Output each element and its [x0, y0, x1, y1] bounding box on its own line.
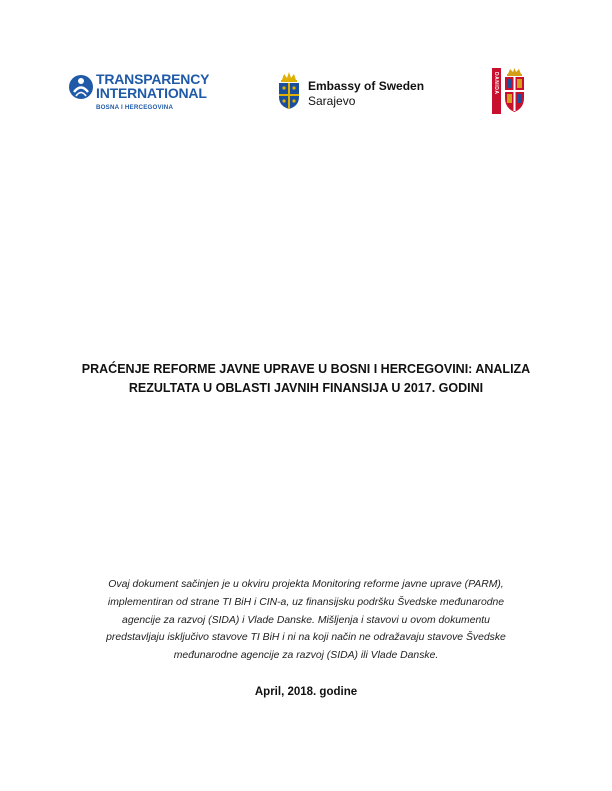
disclaimer-line: međunarodne agencije za razvoj (SIDA) ili Vlade Danske. [173, 650, 439, 662]
danish-royal-crest-icon [503, 68, 526, 114]
logo-header [0, 60, 612, 120]
danida-band-text: DANIDA [493, 72, 499, 95]
danida-logo [492, 68, 526, 114]
ti-globe-icon [68, 74, 94, 100]
title-line: REZULTATA U OBLASTI JAVNIH FINANSIJA U 2017. GODINI [128, 381, 484, 395]
ti-name-line2: INTERNATIONAL [96, 85, 207, 101]
danida-band [492, 68, 501, 114]
embassy-line1: Embassy of Sweden [308, 79, 425, 93]
ti-name [96, 72, 209, 100]
embassy-text [308, 79, 424, 109]
disclaimer-line: agencije za razvoj (SIDA) i Vlade Danske. Mišljenja i stavovi u ovom dokumentu [122, 614, 490, 626]
embassy-of-sweden-logo [276, 70, 426, 114]
disclaimer-line: predstavljaju isključivo stavove TI BiH i ni na koji način ne odražavaju stavove Švedske [106, 632, 506, 644]
swedish-crown-crest-icon [276, 70, 302, 110]
embassy-line2: Sarajevo [308, 94, 356, 108]
publication-date: April, 2018. godine [254, 686, 358, 698]
disclaimer-line: Ovaj dokument sačinjen je u okviru projekta Monitoring reforme javne uprave (PARM), [108, 579, 504, 590]
transparency-international-logo [68, 72, 228, 112]
disclaimer-line: implementiran od strane TI BiH i CIN-a, uz finansijsku podršku Švedske međunarodne [107, 596, 505, 608]
ti-subtitle: BOSNA I HERCEGOVINA [96, 104, 174, 111]
document-title [56, 360, 556, 398]
funding-disclaimer [78, 576, 534, 665]
ti-name-line1: TRANSPARENCY [96, 71, 210, 87]
title-line: PRAĆENJE REFORME JAVNE UPRAVE U BOSNI I HERCEGOVINI: ANALIZA [81, 362, 531, 376]
